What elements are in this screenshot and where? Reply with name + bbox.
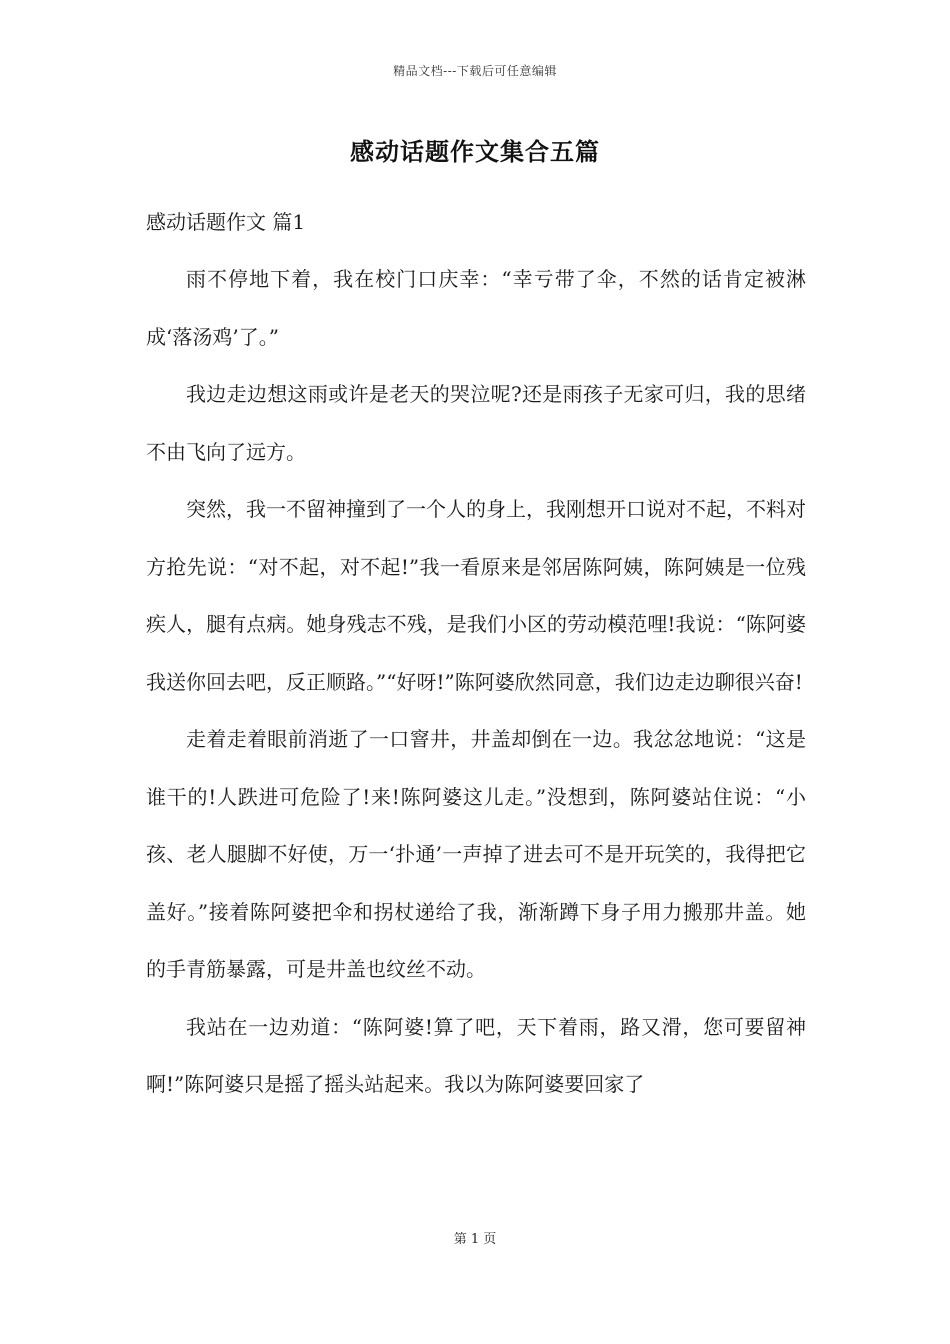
section-heading: 感动话题作文 篇1 [146,210,306,234]
page-number: 第 1 页 [453,1232,497,1247]
page-header-note: 精品文档---下载后可任意编辑 [393,64,557,78]
paragraph: 走着走着眼前消逝了一口窨井，井盖却倒在一边。我忿忿地说：“这是谁干的!人跌进可危险了!来!陈阿婆这儿走。”没想到，陈阿婆站住说：“小孩、老人腿脚不好使，万一‘扑通’一声掉了进去可不是开玩笑的，我得把它盖好。”接着陈阿婆把伞和拐杖递给了我，渐渐蹲下身子用力搬那井盖。她的手青筋暴露，可是井盖也纹丝不动。 [146,727,806,981]
document-title: 感动话题作文集合五篇 [350,137,600,166]
paragraph: 突然，我一不留神撞到了一个人的身上，我刚想开口说对不起，不料对方抢先说：“对不起，对不起!”我一看原来是邻居陈阿姨，陈阿姨是一位残疾人，腿有点病。她身残志不残，是我们小区的劳动模范哩!我说：“陈阿婆我送你回去吧，反正顺路。”“好呀!”陈阿婆欣然同意，我们边走边聊很兴奋! [146,497,806,694]
paragraph: 我边走边想这雨或许是老天的哭泣呢?还是雨孩子无家可归，我的思绪不由飞向了远方。 [146,382,806,464]
article-body [146,251,806,1114]
paragraph: 雨不停地下着，我在校门口庆幸：“幸亏带了伞，不然的话肯定被淋成‘落汤鸡’了。” [146,267,806,349]
paragraph: 我站在一边劝道：“陈阿婆!算了吧，天下着雨，路又滑，您可要留神啊!”陈阿婆只是摇了摇头站起来。我以为陈阿婆要回家了 [146,1014,806,1096]
